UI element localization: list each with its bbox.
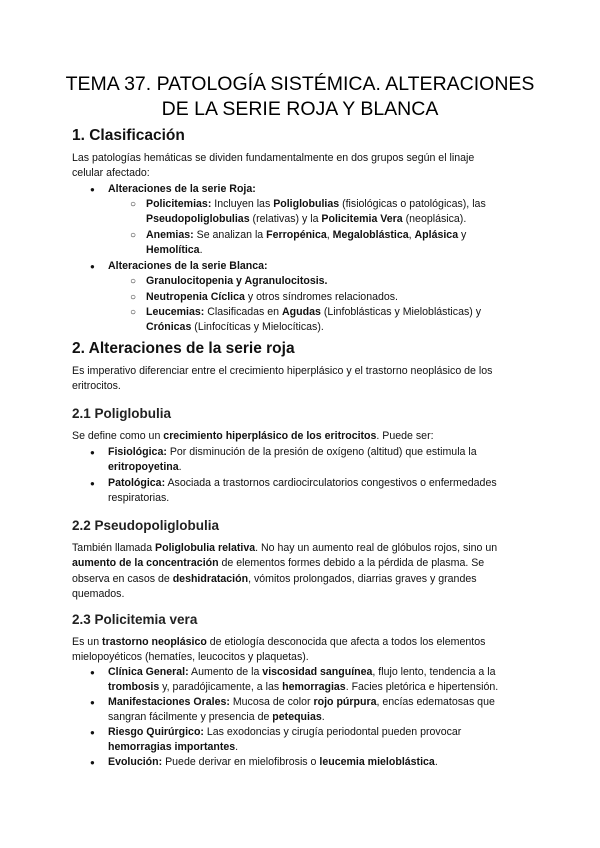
s22-line-2: aumento de la concentración de elementos formes debido a la pérdida de plasma. Se <box>72 557 485 569</box>
orales-line-2: sangran fácilmente y presencia de petequias. <box>108 711 325 723</box>
section-2-heading: 2. Alteraciones de la serie roja <box>72 340 295 357</box>
clinica-line-2: trombosis y, paradójicamente, a las hemorragias. Facies pletórica e hipertensión. <box>108 681 499 693</box>
bullet-icon: ● <box>90 262 95 271</box>
circle-bullet-icon: ○ <box>130 199 137 210</box>
s1-intro-line-2: celular afectado: <box>72 167 150 179</box>
fisiologica-line-1: Fisiológica: Por disminución de la presión de oxígeno (altitud) que estimula la <box>108 446 477 458</box>
bullet-icon: ● <box>90 728 95 737</box>
bullet-icon: ● <box>90 479 95 488</box>
fisiologica-line-2: eritropoyetina. <box>108 461 182 473</box>
bullet-icon: ● <box>90 668 95 677</box>
bullet-icon: ● <box>90 698 95 707</box>
policitemias-line-1: Policitemias: Incluyen las Poliglobulias (fisiológicas o patológicas), las <box>146 198 486 210</box>
blanca-label: Alteraciones de la serie Blanca: <box>108 260 268 272</box>
bullet-icon: ● <box>90 448 95 457</box>
patologica-line-1: Patológica: Asociada a trastornos cardiocirculatorios congestivos o enfermedades <box>108 477 497 489</box>
circle-bullet-icon: ○ <box>130 230 137 241</box>
leucemias-line-2: Crónicas (Linfocíticas y Mielocíticas). <box>146 321 324 333</box>
s21-intro: Se define como un crecimiento hiperplásico de los eritrocitos. Puede ser: <box>72 430 434 442</box>
title-line-2: DE LA SERIE ROJA Y BLANCA <box>161 98 439 120</box>
anemias-line-1: Anemias: Se analizan la Ferropénica, Megaloblástica, Aplásica y <box>146 229 467 241</box>
roja-label: Alteraciones de la serie Roja: <box>108 183 256 195</box>
s2-line-1: Es imperativo diferenciar entre el crecimiento hiperplásico y el trastorno neoplásico de los <box>72 365 493 377</box>
bullet-icon: ● <box>90 758 95 767</box>
s1-intro-line-1: Las patologías hemáticas se dividen fundamentalmente en dos grupos según el linaje <box>72 152 475 164</box>
s22-line-1: También llamada Poliglobulia relativa. No hay un aumento real de glóbulos rojos, sino un <box>72 542 498 554</box>
riesgo-line-1: Riesgo Quirúrgico: Las exodoncias y cirugía periodontal pueden provocar <box>108 726 462 738</box>
neutropenia-line: Neutropenia Cíclica y otros síndromes relacionados. <box>146 291 398 303</box>
policitemias-line-2: Pseudopoliglobulias (relativas) y la Policitemia Vera (neoplásica). <box>146 213 467 225</box>
s2-line-2: eritrocitos. <box>72 380 121 392</box>
circle-bullet-icon: ○ <box>130 292 137 303</box>
page-title <box>40 72 560 122</box>
section-2-3-heading: 2.3 Policitemia vera <box>72 612 198 627</box>
anemias-line-2: Hemolítica. <box>146 244 203 256</box>
section-2-2-heading: 2.2 Pseudopoliglobulia <box>72 518 220 533</box>
bullet-icon: ● <box>90 185 95 194</box>
s22-line-4: quemados. <box>72 588 125 600</box>
s22-line-3: observa en casos de deshidratación, vómitos prolongados, diarrias graves y grandes <box>72 573 477 585</box>
section-1-heading: 1. Clasificación <box>72 127 185 144</box>
granulocitopenia-line: Granulocitopenia y Agranulocitosis. <box>146 275 328 287</box>
section-2-1-heading: 2.1 Poliglobulia <box>72 406 172 421</box>
circle-bullet-icon: ○ <box>130 276 137 287</box>
title-line-1: TEMA 37. PATOLOGÍA SISTÉMICA. ALTERACIONES <box>65 73 535 95</box>
s23-line-1: Es un trastorno neoplásico de etiología desconocida que afecta a todos los elementos <box>72 636 486 648</box>
clinica-line-1: Clínica General: Aumento de la viscosidad sanguínea, flujo lento, tendencia a la <box>108 666 496 678</box>
leucemias-line-1: Leucemias: Clasificadas en Agudas (Linfoblásticas y Mieloblásticas) y <box>146 306 482 318</box>
patologica-line-2: respiratorias. <box>108 492 170 504</box>
orales-line-1: Manifestaciones Orales: Mucosa de color rojo púrpura, encías edematosas que <box>108 696 495 708</box>
riesgo-line-2: hemorragias importantes. <box>108 741 239 753</box>
evolucion-line: Evolución: Puede derivar en mielofibrosis o leucemia mieloblástica. <box>108 756 438 768</box>
circle-bullet-icon: ○ <box>130 307 137 318</box>
s23-line-2: mielopoyéticos (hematíes, leucocitos y plaquetas). <box>72 651 309 663</box>
